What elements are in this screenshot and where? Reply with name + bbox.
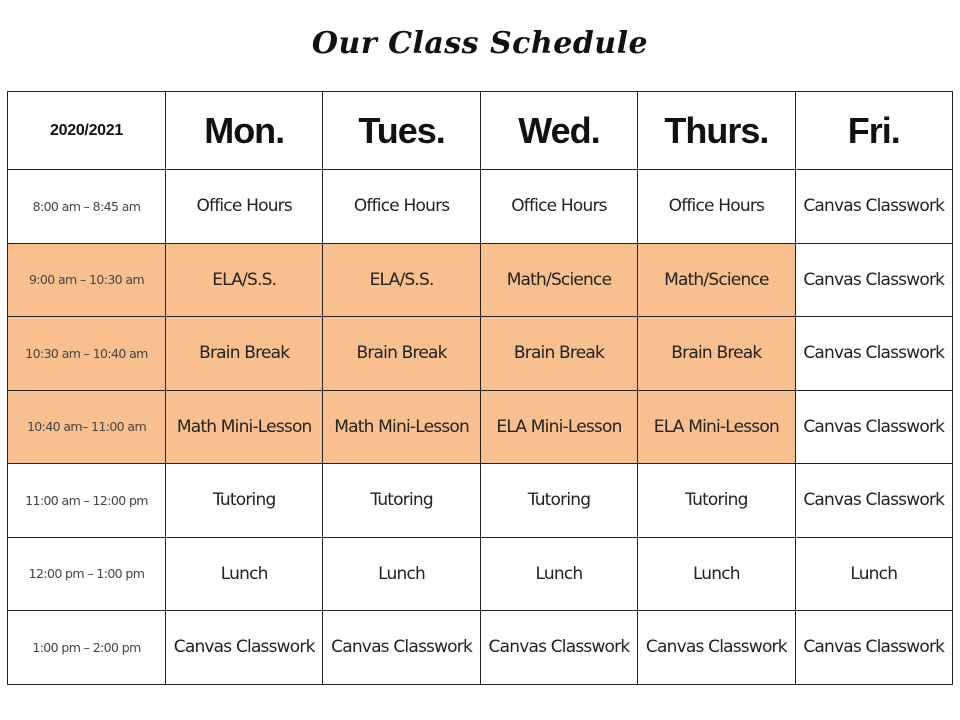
- time-slot-label: 8:00 am – 8:45 am: [8, 170, 166, 244]
- activity-cell-monday: Brain Break: [166, 317, 323, 391]
- activity-cell-friday: Canvas Classwork: [795, 390, 952, 464]
- activity-cell-friday: Canvas Classwork: [795, 243, 952, 317]
- activity-cell-friday: Canvas Classwork: [795, 170, 952, 244]
- activity-cell-thursday: Brain Break: [638, 317, 795, 391]
- time-slot-label: 1:00 pm – 2:00 pm: [8, 611, 166, 685]
- activity-cell-thursday: Tutoring: [638, 464, 795, 538]
- activity-cell-monday: Lunch: [166, 537, 323, 611]
- time-slot-label: 10:40 am– 11:00 am: [8, 390, 166, 464]
- activity-cell-thursday: Math/Science: [638, 243, 795, 317]
- activity-cell-tuesday: Brain Break: [323, 317, 480, 391]
- schedule-row: [8, 611, 953, 685]
- activity-cell-monday: ELA/S.S.: [166, 243, 323, 317]
- schedule-row: [8, 537, 953, 611]
- schedule-row: [8, 243, 953, 317]
- school-year-label: 2020/2021: [8, 92, 166, 170]
- schedule-row: [8, 390, 953, 464]
- activity-cell-friday: Canvas Classwork: [795, 317, 952, 391]
- time-slot-label: 10:30 am – 10:40 am: [8, 317, 166, 391]
- activity-cell-tuesday: Lunch: [323, 537, 480, 611]
- day-header-monday: Mon.: [166, 92, 323, 170]
- activity-cell-wednesday: Canvas Classwork: [480, 611, 637, 685]
- activity-cell-tuesday: Office Hours: [323, 170, 480, 244]
- activity-cell-friday: Canvas Classwork: [795, 611, 952, 685]
- activity-cell-tuesday: ELA/S.S.: [323, 243, 480, 317]
- activity-cell-monday: Tutoring: [166, 464, 323, 538]
- activity-cell-wednesday: ELA Mini-Lesson: [480, 390, 637, 464]
- activity-cell-thursday: Canvas Classwork: [638, 611, 795, 685]
- schedule-row: [8, 170, 953, 244]
- activity-cell-thursday: ELA Mini-Lesson: [638, 390, 795, 464]
- activity-cell-monday: Canvas Classwork: [166, 611, 323, 685]
- activity-cell-wednesday: Lunch: [480, 537, 637, 611]
- activity-cell-tuesday: Math Mini-Lesson: [323, 390, 480, 464]
- activity-cell-thursday: Office Hours: [638, 170, 795, 244]
- schedule-row: [8, 464, 953, 538]
- day-header-thursday: Thurs.: [638, 92, 795, 170]
- activity-cell-friday: Canvas Classwork: [795, 464, 952, 538]
- schedule-body: [8, 170, 953, 685]
- schedule-row: [8, 317, 953, 391]
- header-row: [8, 92, 953, 170]
- activity-cell-monday: Math Mini-Lesson: [166, 390, 323, 464]
- activity-cell-wednesday: Office Hours: [480, 170, 637, 244]
- schedule-table: [7, 91, 953, 685]
- activity-cell-tuesday: Canvas Classwork: [323, 611, 480, 685]
- activity-cell-thursday: Lunch: [638, 537, 795, 611]
- time-slot-label: 9:00 am – 10:30 am: [8, 243, 166, 317]
- activity-cell-wednesday: Brain Break: [480, 317, 637, 391]
- activity-cell-monday: Office Hours: [166, 170, 323, 244]
- activity-cell-wednesday: Tutoring: [480, 464, 637, 538]
- page-title: Our Class Schedule: [311, 26, 649, 61]
- time-slot-label: 12:00 pm – 1:00 pm: [8, 537, 166, 611]
- time-slot-label: 11:00 am – 12:00 pm: [8, 464, 166, 538]
- day-header-friday: Fri.: [795, 92, 952, 170]
- day-header-tuesday: Tues.: [323, 92, 480, 170]
- activity-cell-wednesday: Math/Science: [480, 243, 637, 317]
- day-header-wednesday: Wed.: [480, 92, 637, 170]
- activity-cell-friday: Lunch: [795, 537, 952, 611]
- activity-cell-tuesday: Tutoring: [323, 464, 480, 538]
